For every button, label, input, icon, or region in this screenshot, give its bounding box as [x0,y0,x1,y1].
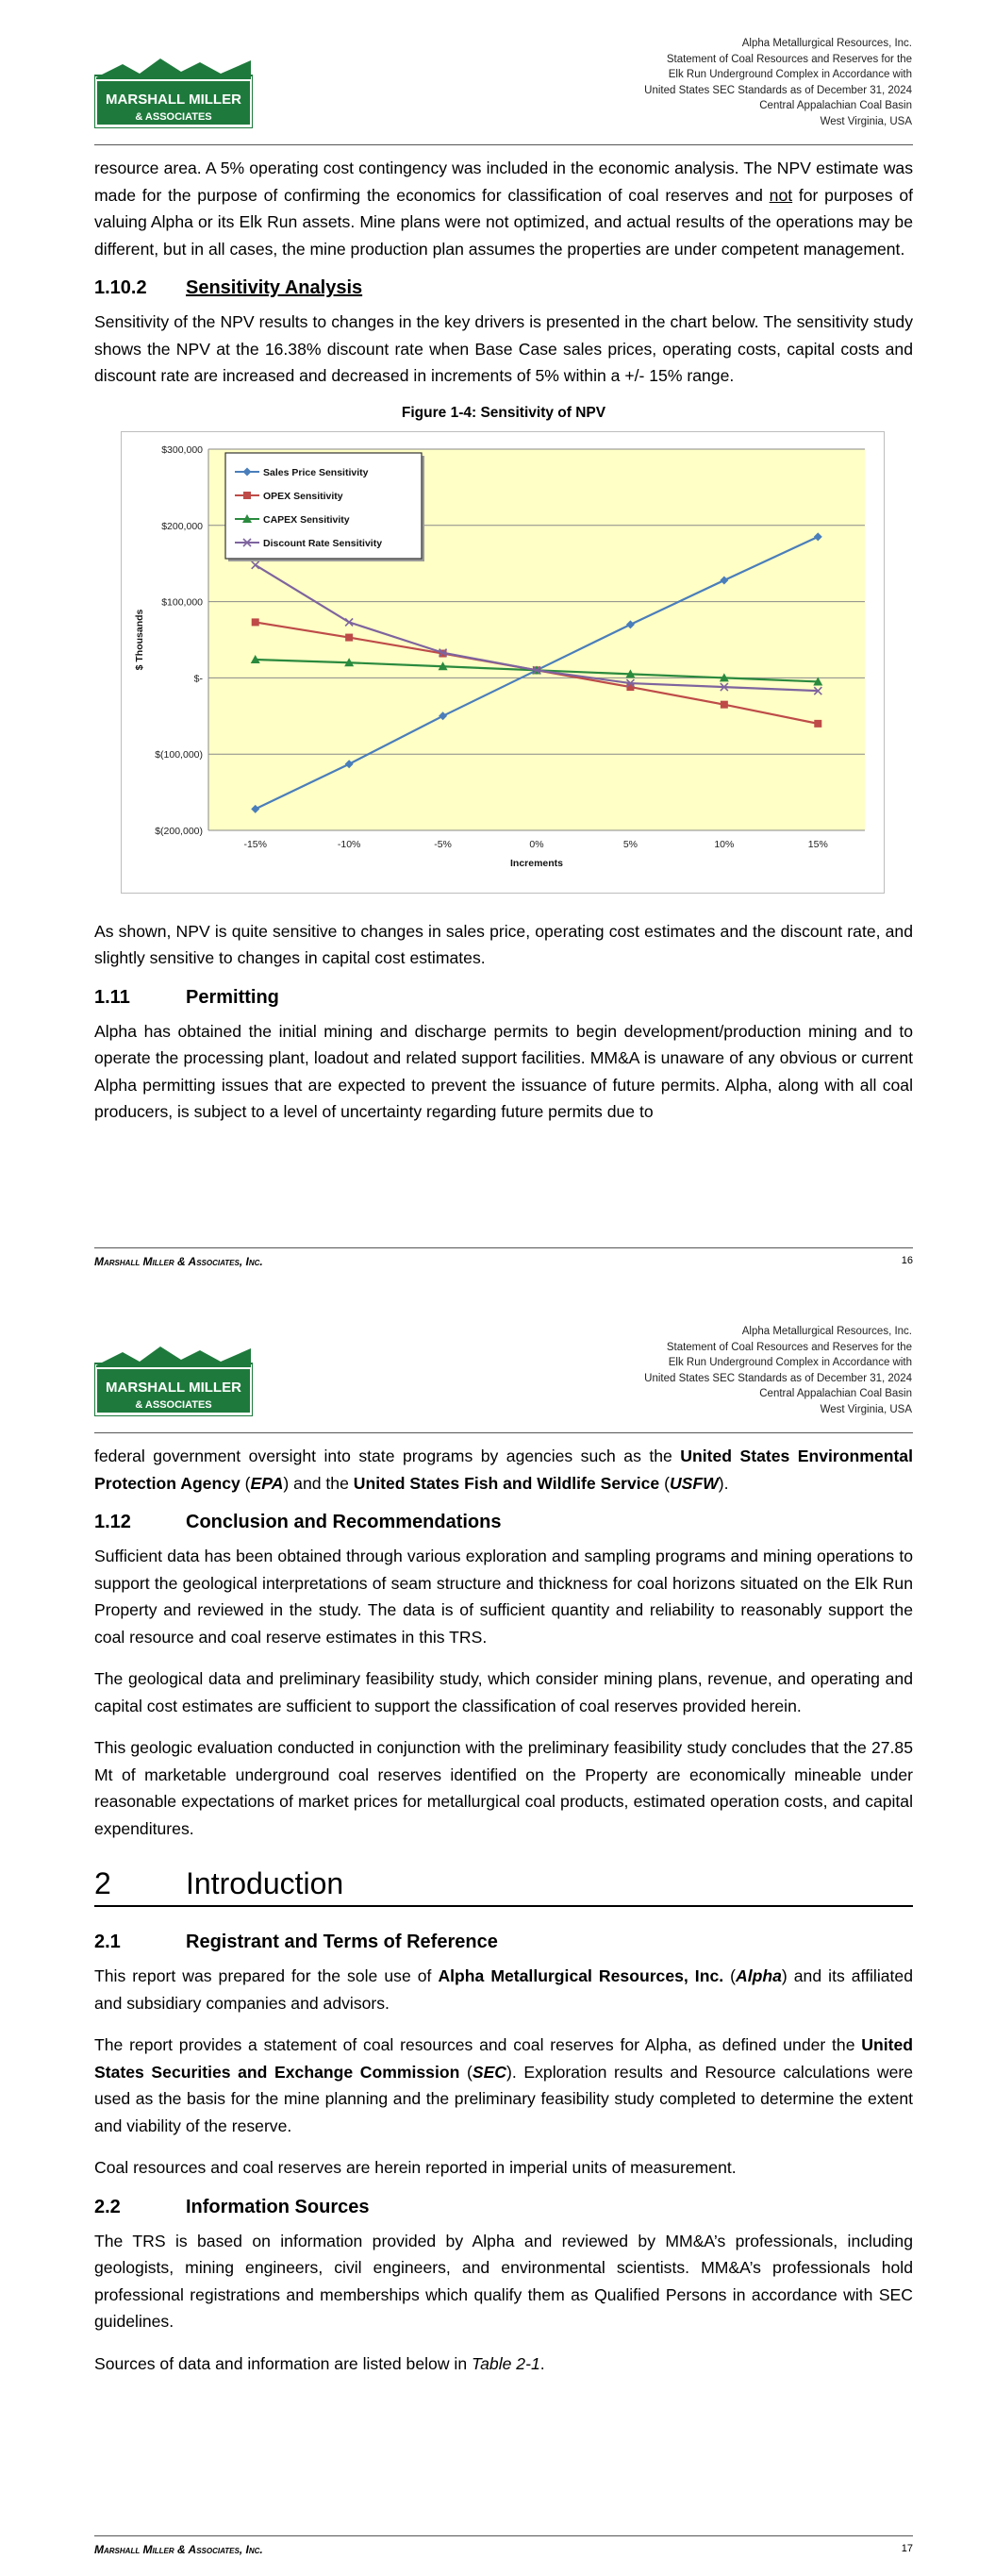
page-number: 17 [901,2543,913,2554]
company-logo [94,57,253,128]
report-header [644,1324,912,1417]
y-tick-label: $- [193,672,203,684]
footer-firm: Marshall Miller & Associates, Inc. [94,1255,263,1268]
y-tick-label: $300,000 [161,443,203,456]
paragraph: Sources of data and information are listed below in Table 2-1. [94,2353,545,2373]
data-point [721,700,728,708]
header-line: Elk Run Underground Complex in Accordance with [668,69,912,80]
logo-text-line1: MARSHALL MILLER [106,1380,241,1396]
paragraph: As shown, NPV is quite sensitive to changes in sales price, operating cost estimates and the discount rate, and slightly sensitive to changes in capital cost estimates. [94,921,913,967]
paragraph: The report provides a statement of coal resources and coal reserves for Alpha, as defined under the United States Securities and Exchange Commission (SEC). Exploration results and Resource calculations were used as the basis for the mine planning and the preliminary feasibility study completed to determine the extent and viability of the reserve. [94,2035,914,2135]
page-footer [94,2535,913,2556]
legend-entry: CAPEX Sensitivity [263,513,350,526]
paragraph: The TRS is based on information provided by Alpha and reviewed by MM&A’s professionals, including geologists, mining engineers, civil engineers, and environmental scientists. MM&A’s professionals hold professional registrations and memberships which qualify them as Qualified Persons in accordance with SEC guidelines. [94,2231,913,2331]
page-content [94,1443,913,2392]
paragraph: Sufficient data has been obtained through various exploration and sampling programs and mining operations to support the geological interpretations of seam structure and thickness for coal horizons situated on the Elk Run Property and reviewed in the study. The data is of sufficient quantity and reliability to reasonably support the coal resource and coal reserve estimates in this TRS. [94,1547,913,1647]
report-header [644,36,912,129]
header-line: Central Appalachian Coal Basin [759,1388,912,1399]
paragraph: This geologic evaluation conducted in conjunction with the preliminary feasibility study concludes that the 27.85 Mt of marketable underground coal reserves identified on the Property are economically mineable under reasonable expectations of market prices for metallurgical coal products, estimated operation costs, and capital expenditures. [94,1738,913,1838]
x-tick-label: -5% [434,838,452,850]
header-line: United States SEC Standards as of December 31, 2024 [644,1372,912,1384]
data-point [345,633,353,641]
footer-firm: Marshall Miller & Associates, Inc. [94,2543,263,2556]
header-line: West Virginia, USA [820,1403,912,1415]
paragraph: federal government oversight into state programs by agencies such as the United States Environmental Protection Agency (EPA) and the United States Fish and Wildlife Service (USFW). [94,1447,913,1493]
legend-entry: OPEX Sensitivity [263,490,343,502]
logo-text-line1: MARSHALL MILLER [106,92,241,108]
header-line: West Virginia, USA [820,115,912,127]
paragraph: This report was prepared for the sole use of Alpha Metallurgical Resources, Inc. (Alpha) and its affiliated and subsidiary companies and advisors. [94,1966,913,2013]
x-tick-label: -15% [243,838,267,850]
paragraph: Coal resources and coal reserves are herein reported in imperial units of measurement. [94,2158,737,2177]
header-line: Alpha Metallurgical Resources, Inc. [741,38,912,49]
header-line: Elk Run Underground Complex in Accordance with [668,1357,912,1368]
header-line: Central Appalachian Coal Basin [759,100,912,111]
x-tick-label: 5% [622,838,638,850]
x-axis-label: Increments [509,857,564,869]
legend-entry: Sales Price Sensitivity [263,466,369,478]
paragraph: Alpha has obtained the initial mining and discharge permits to begin development/production mining and to operate the processing plant, loadout and related support facilities. MM&A is unaware of any obvious or current Alpha permitting issues that are expected to prevent the issuance of future permits. Alpha, along with all coal producers, is subject to a level of uncertainty regarding future permits due to [94,1021,913,1121]
header-line: Statement of Coal Resources and Reserves for the [666,1341,912,1353]
data-point [626,683,634,691]
data-point [243,492,251,499]
npv-sensitivity-chart [121,431,885,894]
chart-svg [122,432,884,893]
header-line: Alpha Metallurgical Resources, Inc. [741,1326,912,1337]
header-line: United States SEC Standards as of December 31, 2024 [644,84,912,96]
header-line: Statement of Coal Resources and Reserves for the [666,53,912,65]
legend-entry: Discount Rate Sensitivity [263,537,383,549]
header-divider [94,144,913,145]
y-axis-label: $ Thousands [134,609,145,670]
section-heading-1-10-2: 1.10.2 Sensitivity Analysis [94,277,363,298]
y-tick-label: $(200,000) [155,825,203,837]
figure-caption: Figure 1-4: Sensitivity of NPV [401,404,606,421]
section-heading-1-11: 1.11 Permitting [94,986,279,1008]
data-point [814,719,821,727]
y-tick-label: $200,000 [161,520,203,532]
x-tick-label: -10% [337,838,361,850]
section-heading-2-2: 2.2 Information Sources [94,2196,370,2217]
paragraph: resource area. A 5% operating cost contingency was included in the economic analysis. The NPV estimate was made for the purpose of confirming the economics for classification of coal reserves and not for purposes of valuing Alpha or its Elk Run assets. Mine plans were not optimized, and actual results of the operations may be different, but in all cases, the mine production plan assumes the properties are under competent management. [94,159,913,259]
x-tick-label: 15% [807,838,828,850]
logo-text-line2: & ASSOCIATES [135,111,212,123]
paragraph: The geological data and preliminary feasibility study, which consider mining plans, revenue, and operating and capital cost estimates are sufficient to support the classification of coal reserves provided herein. [94,1669,913,1715]
page-footer [94,1247,913,1268]
paragraph: Sensitivity of the NPV results to changes in the key drivers is presented in the chart below. The sensitivity study shows the NPV at the 16.38% discount rate when Base Case sales prices, operating costs, capital costs and discount rate are increased and decreased in increments of 5% within a +/- 15% range. [94,312,913,385]
section-heading-1-12: 1.12 Conclusion and Recommendations [94,1512,502,1532]
y-tick-label: $(100,000) [155,748,203,761]
section-heading-2-1: 2.1 Registrant and Terms of Reference [94,1932,498,1952]
page-content [94,155,913,1141]
data-point [252,618,259,626]
page-17 [0,1288,995,2576]
page-number: 16 [901,1255,913,1266]
x-tick-label: 0% [529,838,544,850]
chapter-heading: 2 Introduction [94,1866,913,1907]
y-tick-label: $100,000 [161,596,203,609]
logo-text-line2: & ASSOCIATES [135,1399,212,1411]
company-logo [94,1345,253,1416]
header-divider [94,1432,913,1433]
x-tick-label: 10% [714,838,735,850]
